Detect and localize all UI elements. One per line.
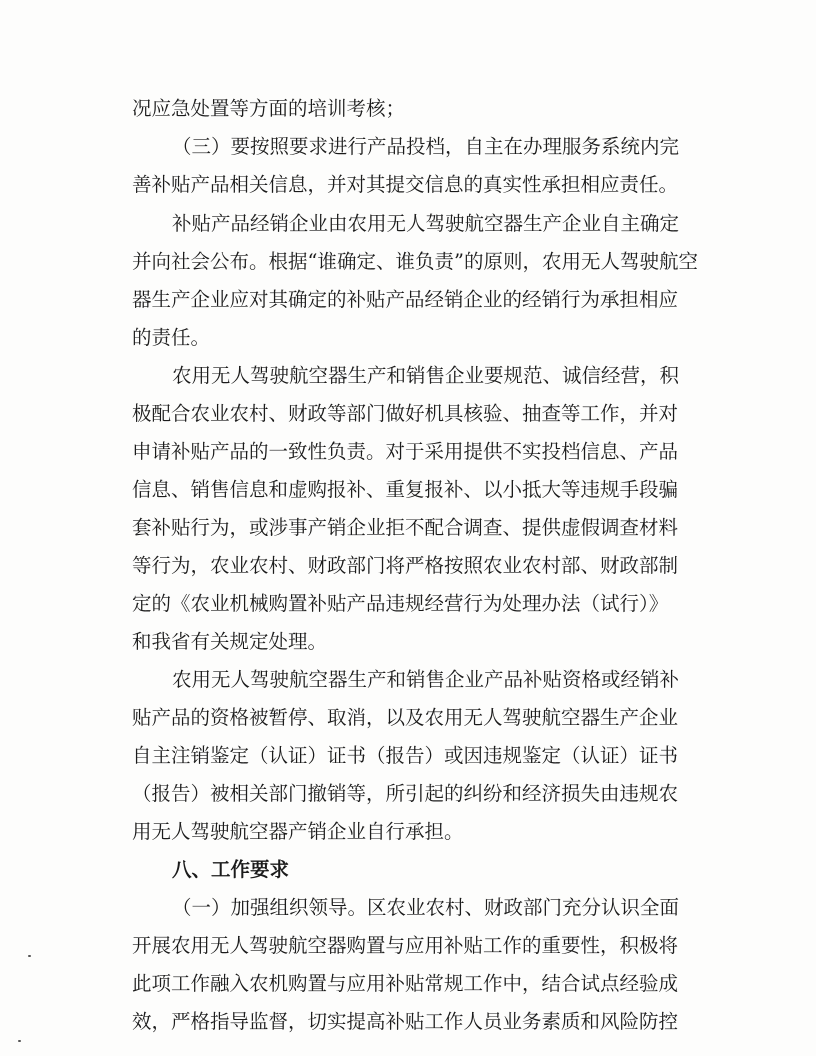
text-line: 补贴产品经销企业由农用无人驾驶航空器生产企业自主确定 [172,212,680,235]
text-line: 贴产品的资格被暂停、取消，以及农用无人驾驶航空器生产企业 [132,706,679,729]
text-line: 效，严格指导监督，切实提高补贴工作人员业务素质和风险防控 [132,1010,679,1033]
scan-speck [28,955,31,957]
text-line: （一）加强组织领导。区农业农村、财政部门充分认识全面 [172,896,680,919]
text-line: 善补贴产品相关信息，并对其提交信息的真实性承担相应责任。 [132,173,679,196]
text-line: 定的《农业机械购置补贴产品违规经营行为处理办法（试行）》 [132,592,669,615]
text-line: 自主注销鉴定（认证）证书（报告）或因违规鉴定（认证）证书 [132,744,679,767]
text-line: （报告）被相关部门撤销等，所引起的纠纷和经济损失由违规农 [132,782,679,805]
text-line: 申请补贴产品的一致性负责。对于采用提供不实投档信息、产品 [132,440,679,463]
text-line: 况应急处置等方面的培训考核； [132,97,406,120]
text-line: 等行为，农业农村、财政部门将严格按照农业农村部、财政部制 [132,554,679,577]
text-line: 开展农用无人驾驶航空器购置与应用补贴工作的重要性，积极将 [132,934,679,957]
text-line: 信息、销售信息和虚购报补、重复报补、以小抵大等违规手段骗 [132,478,679,501]
text-line: 农用无人驾驶航空器生产和销售企业要规范、诚信经营，积 [172,364,680,387]
text-line: 并向社会公布。根据“谁确定、谁负责”的原则，农用无人驾驶航空 [132,250,698,273]
scan-speck [18,1040,21,1042]
text-line: （三）要按照要求进行产品投档，自主在办理服务系统内完 [172,135,680,158]
text-line: 用无人驾驶航空器产销企业自行承担。 [132,820,464,843]
text-line: 极配合农业农村、财政等部门做好机具核验、抽查等工作，并对 [132,402,679,425]
text-line: 和我省有关规定处理。 [132,630,328,653]
text-line: 此项工作融入农机购置与应用补贴常规工作中，结合试点经验成 [132,972,679,995]
section-heading: 八、工作要求 [172,858,290,881]
text-line: 农用无人驾驶航空器生产和销售企业产品补贴资格或经销补 [172,668,680,691]
text-line: 器生产企业应对其确定的补贴产品经销企业的经销行为承担相应 [132,288,679,311]
text-line: 套补贴行为，或涉事产销企业拒不配合调查、提供虚假调查材料 [132,516,679,539]
text-line: 的责任。 [132,326,211,349]
